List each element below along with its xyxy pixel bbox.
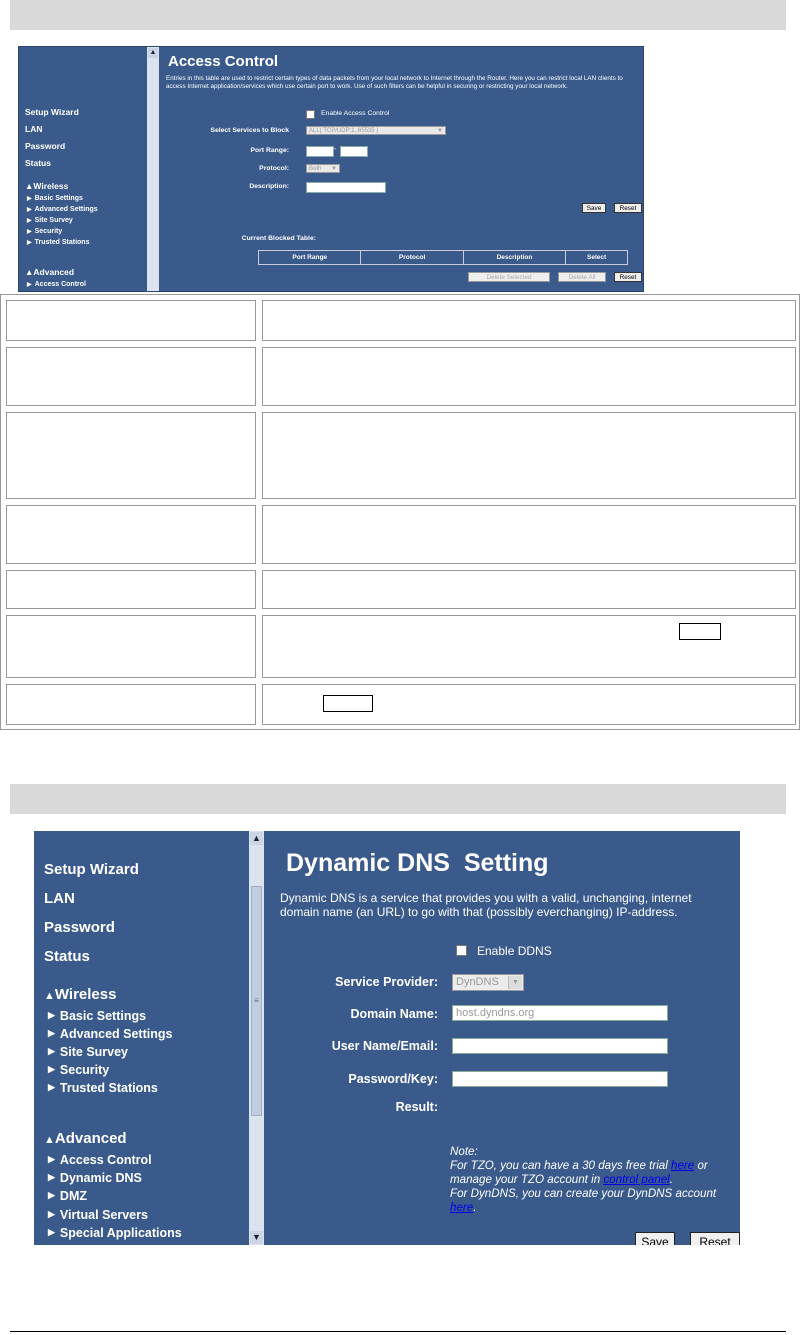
password-label: Password/Key: (348, 1072, 438, 1086)
page-description: Dynamic DNS is a service that provides you with a valid, unchanging, internet domain name (an URL) to go with that (possibly everchanging) IP-address. (280, 891, 692, 919)
scroll-up-icon[interactable]: ▲ (149, 49, 157, 56)
table-header-protocol: Protocol (361, 251, 463, 264)
table-cell (6, 347, 256, 406)
description-label: Description: (249, 183, 289, 190)
triangle-right-icon: ▶ (48, 1082, 55, 1092)
table-cell (6, 615, 256, 678)
access-control-content (161, 47, 643, 291)
page-title: Dynamic DNS Setting (286, 849, 549, 877)
chevron-down-icon: ▼ (331, 166, 337, 172)
triangle-right-icon: ▶ (27, 282, 32, 288)
blocked-table-header (258, 250, 628, 265)
reset-table-button[interactable]: Reset (614, 272, 642, 282)
note-line: here. (450, 1201, 477, 1214)
triangle-right-icon: ▶ (27, 218, 32, 224)
sidebar-item-security[interactable]: ▶ Security (27, 228, 63, 235)
sidebar-item-access-control[interactable]: ▶ Access Control (27, 281, 86, 288)
scrollbar-grip-icon: ≡ (254, 996, 259, 1005)
triangle-up-icon: ▲ (44, 990, 55, 1002)
triangle-right-icon: ▶ (27, 196, 32, 202)
note-line: manage your TZO account in control panel. (450, 1173, 673, 1186)
result-label: Result: (395, 1100, 438, 1114)
reset-button[interactable]: Reset (690, 1232, 740, 1245)
dynamic-dns-screenshot (34, 831, 740, 1245)
inline-button-box (323, 695, 373, 712)
note-line: For DynDNS, you can create your DynDNS account (450, 1187, 717, 1200)
sidebar-item-setup-wizard[interactable]: Setup Wizard (44, 861, 139, 878)
protocol-label: Protocol: (259, 165, 289, 172)
save-button[interactable]: Save (582, 203, 606, 213)
table-cell (262, 347, 796, 406)
dyndns-create-link[interactable]: here (450, 1201, 474, 1214)
domain-name-label: Domain Name: (350, 1007, 438, 1021)
sidebar-item-advanced-settings[interactable]: ▶ Advanced Settings (27, 206, 98, 213)
table-cell (6, 570, 256, 609)
triangle-right-icon: ▶ (27, 240, 32, 246)
table-header-select: Select (587, 254, 607, 261)
description-input[interactable] (306, 182, 386, 193)
triangle-right-icon: ▶ (48, 1064, 55, 1074)
sidebar-item-lan[interactable]: LAN (44, 890, 75, 907)
port-range-dash: - (334, 146, 337, 153)
password-input[interactable] (452, 1071, 668, 1087)
triangle-up-icon: ▲ (25, 181, 34, 191)
sidebar-item-special-applications[interactable]: ▶ Special Applications (48, 1226, 182, 1240)
sidebar-item-advanced-settings[interactable]: ▶ Advanced Settings (48, 1027, 173, 1041)
sidebar-item-password[interactable]: Password (25, 141, 66, 151)
table-cell (262, 505, 796, 564)
description-table (0, 294, 800, 730)
inline-button-box (679, 623, 721, 640)
sidebar-item-basic-settings[interactable]: ▶ Basic Settings (27, 195, 83, 202)
tzo-trial-link[interactable]: here (671, 1159, 695, 1172)
port-range-end-input[interactable] (340, 146, 368, 157)
services-select[interactable]: ALL( TCP/UDP:1..65535 ) ▼ (306, 126, 446, 135)
ddns-note (450, 1145, 740, 1215)
username-label: User Name/Email: (331, 1039, 438, 1053)
table-header-description: Description (464, 251, 566, 264)
table-cell (262, 300, 796, 341)
table-cell (262, 570, 796, 609)
page-description: Entries in this table are used to restrict certain types of data packets from your local network to Internet through the Router. Here you can restrict local LAN clients to access Internet application/services which use certain port to work. Use of such filters can be helpful in securing or restricting your local network. (166, 75, 623, 90)
triangle-up-icon: ▲ (44, 1134, 55, 1146)
sidebar-item-trusted-stations[interactable]: ▶ Trusted Stations (48, 1081, 158, 1095)
sidebar-item-site-survey[interactable]: ▶ Site Survey (27, 217, 73, 224)
sidebar-header-wireless[interactable]: ▲Wireless (25, 181, 69, 191)
delete-selected-button[interactable]: Delete Selected (468, 272, 550, 282)
triangle-right-icon: ▶ (48, 1028, 55, 1038)
sidebar-item-lan[interactable]: LAN (25, 124, 43, 134)
dynamic-dns-content (264, 831, 740, 1245)
triangle-right-icon: ▶ (48, 1010, 55, 1020)
table-cell (262, 684, 796, 725)
reset-button[interactable]: Reset (614, 203, 642, 213)
protocol-select[interactable]: Both ▼ (306, 164, 340, 173)
sidebar-item-basic-settings[interactable]: ▶ Basic Settings (48, 1009, 147, 1023)
services-label: Select Services to Block (210, 127, 289, 134)
chevron-down-icon: ▼ (437, 128, 443, 134)
triangle-right-icon: ▶ (27, 207, 32, 213)
sidebar (19, 47, 147, 291)
sidebar-item-status[interactable]: Status (44, 948, 90, 965)
sidebar-item-access-control[interactable]: ▶ Access Control (48, 1153, 152, 1167)
section-header-bar (10, 784, 786, 814)
service-provider-label: Service Provider: (335, 975, 438, 989)
scroll-up-icon[interactable]: ▲ (250, 832, 263, 845)
table-cell (6, 505, 256, 564)
sidebar (34, 831, 249, 1245)
triangle-right-icon: ▶ (48, 1046, 55, 1056)
sidebar-item-virtual-servers[interactable]: ▶ Virtual Servers (48, 1208, 148, 1222)
control-panel-link[interactable]: control panel (603, 1173, 670, 1186)
triangle-right-icon: ▶ (48, 1209, 55, 1219)
sidebar-item-dmz[interactable]: ▶ DMZ (48, 1189, 87, 1203)
port-range-start-input[interactable] (306, 146, 337, 157)
enable-ddns-label: Enable DDNS (477, 944, 552, 958)
sidebar-scrollbar[interactable] (249, 831, 264, 1245)
sidebar-scrollbar[interactable] (147, 47, 159, 291)
table-cell (6, 412, 256, 499)
sidebar-header-advanced[interactable]: ▲Advanced (25, 267, 75, 277)
sidebar-item-dynamic-dns[interactable]: ▶ Dynamic DNS (48, 1171, 142, 1185)
triangle-right-icon: ▶ (48, 1227, 55, 1237)
delete-all-button[interactable]: Delete All (558, 272, 606, 282)
footer-divider (10, 1331, 786, 1332)
table-cell (262, 412, 796, 499)
domain-name-input[interactable]: host.dyndns.org (452, 1005, 668, 1021)
sidebar-item-site-survey[interactable]: ▶ Site Survey (48, 1045, 129, 1059)
table-cell (6, 684, 256, 725)
blocked-table-label: Current Blocked Table: (241, 235, 316, 242)
triangle-right-icon: ▶ (48, 1154, 55, 1164)
enable-access-control-checkbox[interactable] (306, 110, 315, 119)
sidebar-header-advanced[interactable]: ▲Advanced (44, 1130, 127, 1147)
triangle-up-icon: ▲ (25, 267, 34, 277)
enable-access-control-label: Enable Access Control (321, 110, 390, 117)
table-cell (262, 615, 796, 678)
triangle-right-icon: ▶ (48, 1172, 55, 1182)
sidebar-item-password[interactable]: Password (44, 919, 115, 936)
enable-ddns-checkbox[interactable] (456, 945, 467, 956)
table-cell (6, 300, 256, 341)
save-button[interactable]: Save (635, 1232, 675, 1245)
sidebar-item-setup-wizard[interactable]: Setup Wizard (25, 107, 79, 117)
sidebar-header-wireless[interactable]: ▲Wireless (44, 986, 117, 1003)
page-title: Access Control (168, 53, 279, 70)
triangle-right-icon: ▶ (27, 229, 32, 235)
triangle-right-icon: ▶ (48, 1190, 55, 1200)
note-line: For TZO, you can have a 30 days free trial here or (450, 1159, 708, 1172)
note-heading: Note: (450, 1145, 478, 1158)
port-range-label: Port Range: (250, 147, 289, 154)
sidebar-item-security[interactable]: ▶ Security (48, 1063, 110, 1077)
scroll-down-icon[interactable]: ▼ (250, 1231, 263, 1244)
username-input[interactable] (452, 1038, 668, 1054)
chevron-down-icon: ▼ (508, 976, 522, 989)
table-header-port-range: Port Range (259, 251, 361, 264)
access-control-screenshot (18, 46, 644, 292)
sidebar-item-status[interactable]: Status (25, 158, 51, 168)
section-header-bar (10, 0, 786, 30)
sidebar-item-trusted-stations[interactable]: ▶ Trusted Stations (27, 239, 90, 246)
service-provider-select[interactable]: DynDNS ▼ (452, 974, 524, 991)
